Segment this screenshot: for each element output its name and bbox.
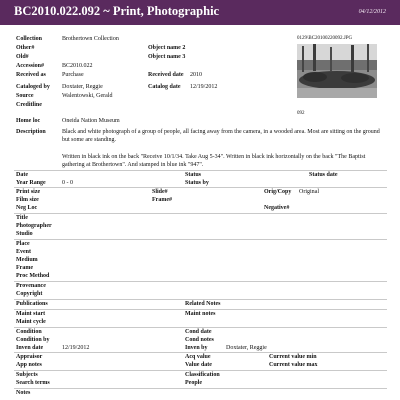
status-date-label: Status date [309,172,338,178]
orig-copy-label: Orig/Copy [264,189,292,195]
description-paragraph-1: Black and white photograph of a group of people, all facing away from the camera, in a wooded area. Most are sitting on the ground but some are standing. [62,129,380,143]
people-label: People [185,380,202,386]
divider [14,370,387,371]
cataloged-by-value: Doxtater, Reggie [62,84,103,90]
search-terms-label: Search terms [16,380,50,386]
description-label: Description [16,129,46,135]
photographer-label: Photographer [16,223,52,229]
divider [14,170,387,171]
catalog-date-value: 12/19/2012 [190,84,218,90]
inven-date-label: Inven date [16,345,44,351]
divider [14,352,387,353]
home-loc-value: Oneida Nation Museum [62,118,120,124]
record-header [0,0,400,25]
inven-by-value: Doxtater, Reggie [226,345,267,351]
related-notes-label: Related Notes [185,301,221,307]
catalog-date-label: Catalog date [148,84,181,90]
description-paragraph-2: Written in black ink on the back "Receive 10/1/34. Take Aug 5-34". Written in black ink horizontally on the back "The Baptist gathering at Brothertown". And stamped in blue ink "947". [62,154,366,168]
film-size-label: Film size [16,197,39,203]
cataloged-by-label: Cataloged by [16,84,50,90]
app-notes-label: App notes [16,362,42,368]
divider [14,299,387,300]
medium-label: Medium [16,257,38,263]
maint-start-label: Maint start [16,311,46,317]
inven-by-label: Inven by [185,345,208,351]
orig-copy-value: Original [299,189,319,195]
record-title: BC2010.022.092 ~ Print, Photographic [14,4,220,18]
object-photograph[interactable] [297,44,377,98]
object-name-2-label: Object name 2 [148,45,186,51]
acq-value-label: Acq value [185,354,211,360]
accession-no-label: Accession# [16,63,44,69]
other-no-label: Other# [16,45,35,51]
old-no-label: Old# [16,54,29,60]
cond-notes-label: Cond notes [185,337,214,343]
received-as-value: Purchase [62,72,84,78]
divider [14,187,387,188]
source-label: Source [16,93,34,99]
classification-label: Classification [185,372,220,378]
subjects-label: Subjects [16,372,38,378]
divider [14,309,387,310]
home-loc-label: Home loc [16,118,41,124]
print-date: 04/12/2012 [358,9,386,15]
divider [14,213,387,214]
title-label: Title [16,215,28,221]
appraisor-label: Appraisor [16,354,43,360]
condition-by-label: Condition by [16,337,50,343]
date-label: Date [16,172,28,178]
inven-date-value: 12/19/2012 [62,345,90,351]
image-filename: 0129\BC20100220092.JPG [297,36,353,41]
object-name-3-label: Object name 3 [148,54,186,60]
frame-label: Frame [16,265,33,271]
neg-loc-label: Neg Loc [16,205,38,211]
publications-label: Publications [16,301,48,307]
collection-value: Brothertown Collection [62,36,119,42]
received-date-label: Received date [148,72,184,78]
print-size-label: Print size [16,189,41,195]
event-label: Event [16,249,31,255]
cond-date-label: Cond date [185,329,212,335]
divider [14,239,387,240]
collection-label: Collection [16,36,42,42]
status-label: Status [185,172,202,178]
frame-no-label: Frame# [152,197,172,203]
divider [14,281,387,282]
status-by-label: Status by [185,180,209,186]
provenance-label: Provenance [16,283,46,289]
received-date-value: 2010 [190,72,202,78]
divider [14,327,387,328]
copyright-label: Copyright [16,291,43,297]
condition-label: Condition [16,329,42,335]
image-number: 092 [297,111,305,116]
received-as-label: Received as [16,72,46,78]
current-value-min-label: Current value min [269,354,317,360]
proc-method-label: Proc Method [16,273,50,279]
accession-no-value: BC2010.022 [62,63,93,69]
current-value-max-label: Current value max [269,362,318,368]
year-range-value: 0 - 0 [62,180,73,186]
maint-cycle-label: Maint cycle [16,319,46,325]
negative-no-label: Negative# [264,205,290,211]
value-date-label: Value date [185,362,212,368]
slide-no-label: Slide# [152,189,168,195]
creditline-label: Creditline [16,102,42,108]
year-range-label: Year Range [16,180,46,186]
studio-label: Studio [16,231,33,237]
place-label: Place [16,241,30,247]
divider [14,388,387,389]
maint-notes-label: Maint notes [185,311,216,317]
source-value: Walentowski, Gerald [62,93,113,99]
photograph-image [297,44,377,98]
notes-label: Notes [16,390,31,396]
